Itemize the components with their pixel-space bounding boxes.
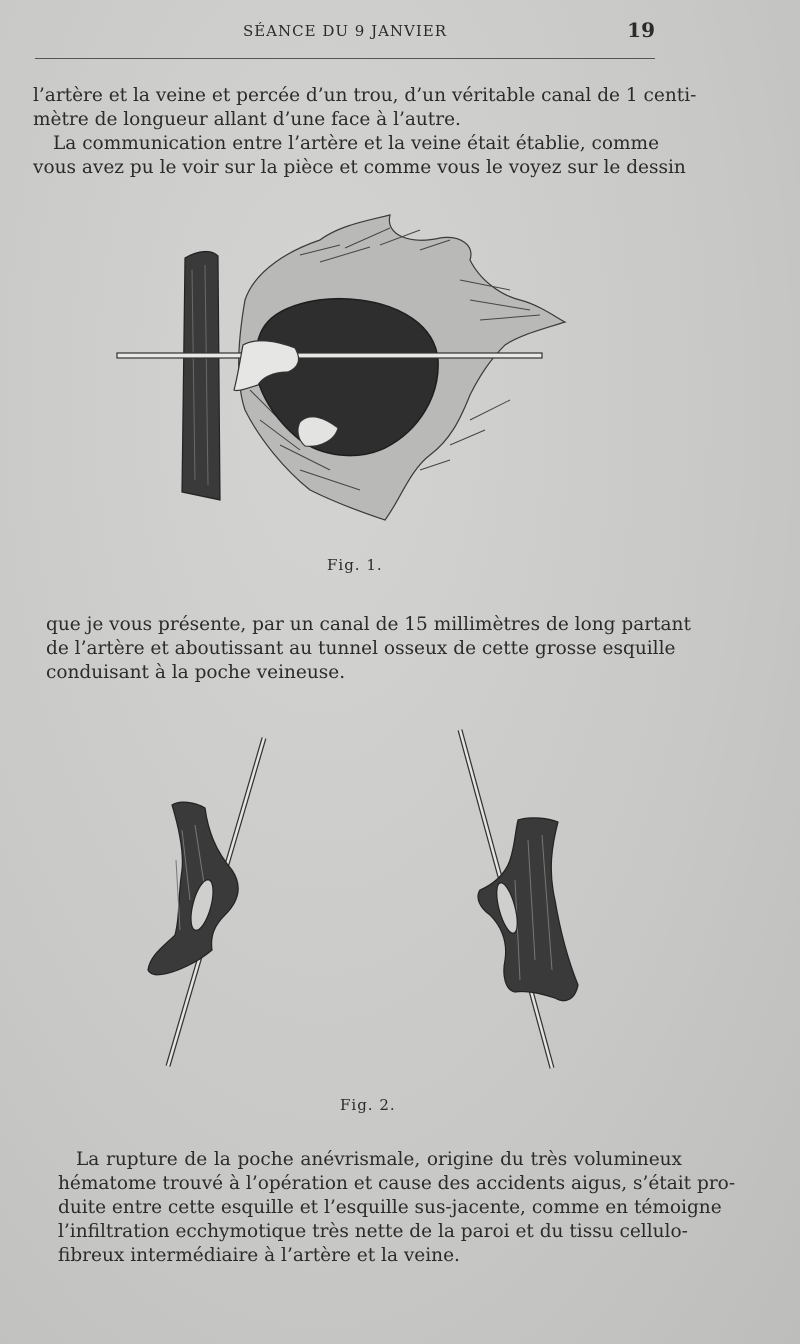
running-head: SÉANCE DU 9 JANVIER — [242, 22, 448, 40]
text-line: de l’artère et aboutissant au tunnel osseux de cette grosse esquille — [46, 638, 676, 659]
text-line: hématome trouvé à l’opération et cause des accidents aigus, s’était pro- — [58, 1173, 736, 1194]
page-number: 19 — [627, 18, 655, 42]
paragraph-4 — [58, 1148, 736, 1268]
text-line: fibreux intermédiaire à l’artère et la veine. — [58, 1245, 460, 1266]
text-line: l’infiltration ecchymotique très nette de la paroi et du tissu cellulo- — [58, 1221, 688, 1242]
text-line: duite entre cette esquille et l’esquille sus-jacente, comme en témoigne — [58, 1197, 722, 1218]
figure-1-caption: Fig. 1. — [327, 556, 383, 574]
text-line: que je vous présente, par un canal de 15 millimètres de long partant — [46, 614, 691, 635]
figure-2-caption: Fig. 2. — [340, 1096, 396, 1114]
text-line: conduisant à la poche veineuse. — [46, 662, 346, 683]
left-bone-splinter — [148, 802, 238, 975]
text-line: La rupture de la poche anévrismale, origine du très volumineux — [76, 1149, 682, 1170]
text-line: vous avez pu le voir sur la pièce et comme vous le voyez sur le dessin — [33, 157, 686, 178]
text-line: La communication entre l’artère et la veine était établie, comme — [53, 133, 660, 154]
text-line: mètre de longueur allant d’une face à l’autre. — [33, 109, 461, 130]
text-line: l’artère et la veine et percée d’un trou, d’un véritable canal de 1 centi- — [33, 85, 697, 106]
